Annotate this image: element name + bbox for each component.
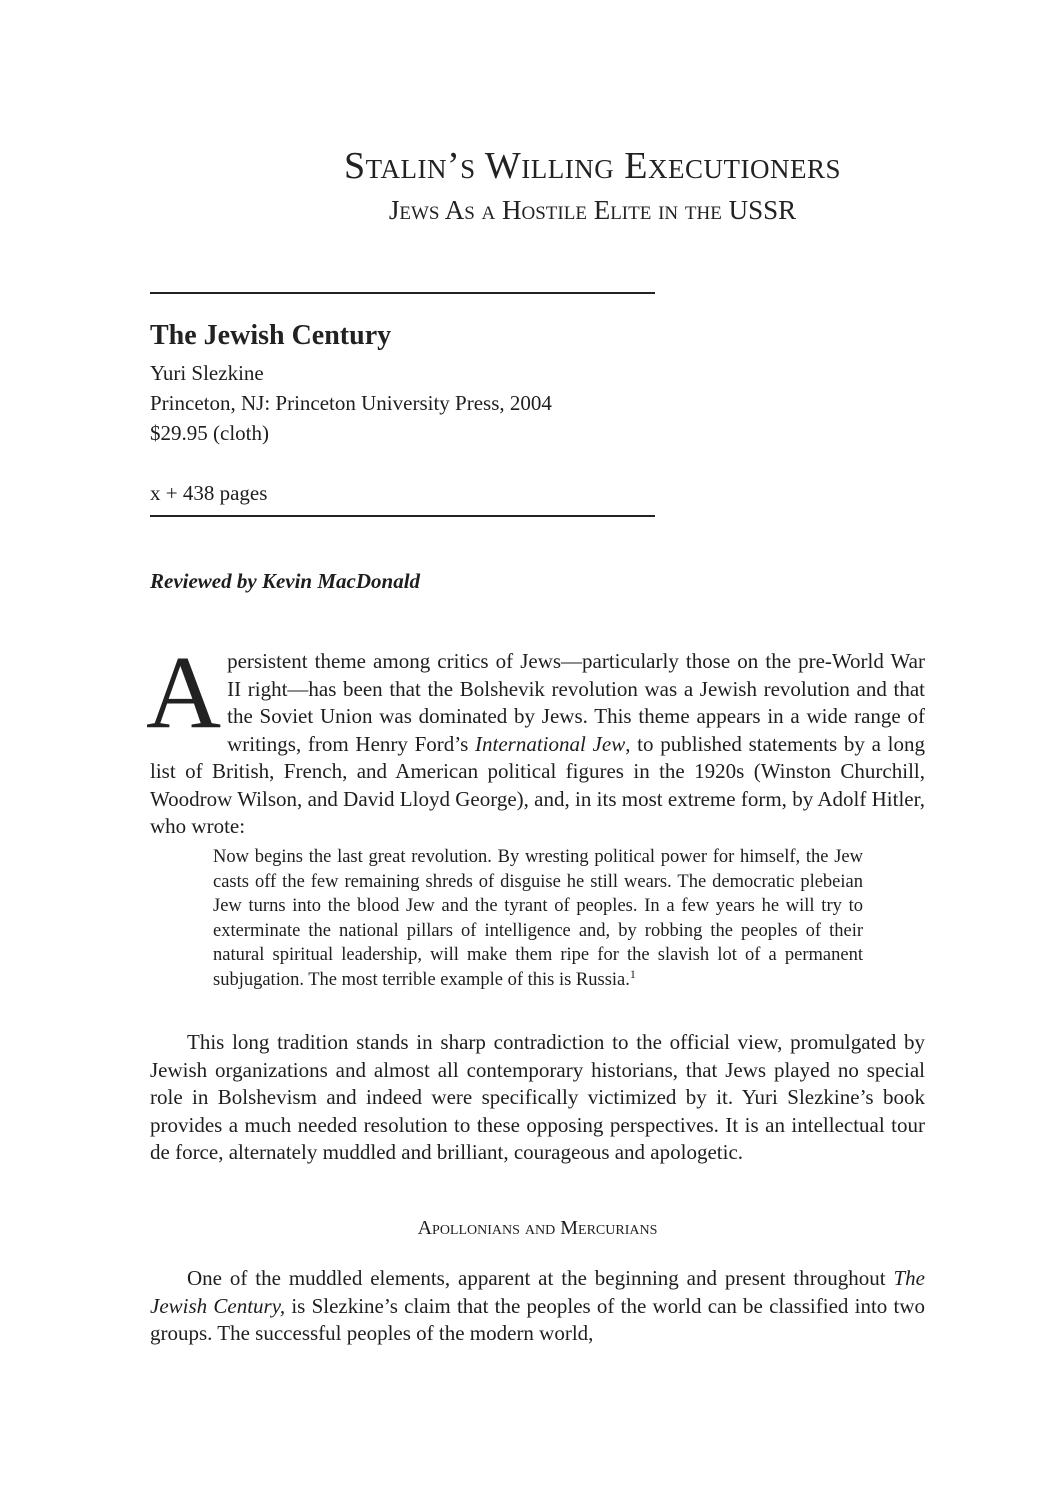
book-info: [150, 318, 670, 508]
paragraph-intro-text-b: , to published statements by a long list of British, French, and American political figures in the 1920s (Winston Churchill, Woodrow Wilson, and David Lloyd George), and, in its most extreme form, by Adolf Hitler, who wrote:: [150, 731, 925, 838]
paragraph-muddled-text-b: is Slezkine’s claim that the peoples of the world can be classified into two groups. The successful peoples of the modern world,: [150, 1293, 925, 1345]
book-title: The Jewish Century: [150, 320, 392, 351]
book-author: Yuri Slezkine: [150, 361, 264, 385]
bottom-divider: [150, 515, 655, 517]
article-title: Stalin’s Willing Executioners: [344, 145, 841, 187]
paragraph-tradition: This long tradition stands in sharp contradiction to the official view, promulgated by Jewish organizations and almost all contemporary historians, that Jews played no special role in Bolshevism and indeed were specifically victimized by it. Yuri Slezkine’s book provides a much needed resolution to these opposing perspectives. It is an intellectual tour de force, alternately muddled and brilliant, courageous and apologetic.: [150, 1030, 925, 1164]
paragraph-intro-italic: International Jew: [475, 731, 626, 756]
paragraph-muddled-italic: The Jewish Century,: [150, 1266, 925, 1318]
paragraph-intro-text-a: persistent theme among critics of Jews—particularly those on the pre-World War II right—has been that the Bolshevik revolution was a Jewish revolution and that the Soviet Union was dominated by Jews. This theme appears in a wide range of writings, from Henry Ford’s: [227, 649, 925, 756]
book-pages: x + 438 pages: [150, 481, 268, 505]
block-quote-text: Now begins the last great revolution. By wresting political power for himself, the Jew casts off the few remaining shreds of disguise he still wears. The democratic plebeian Jew turns into the blood Jew and the tyrant of peoples. In a few years he will try to exterminate the national pillars of intelligence and, by robbing the peoples of their natural spiritual leadership, will make them ripe for the slavish lot of a permanent subjugation. The most terrible example of this is Russia.: [213, 847, 863, 990]
paragraph-muddled-text-a: One of the muddled elements, apparent at the beginning and present throughout: [187, 1266, 894, 1290]
drop-cap: A: [146, 635, 222, 750]
footnote-marker[interactable]: 1: [629, 966, 636, 981]
paragraph-muddled: [150, 1265, 925, 1348]
top-divider: [150, 292, 655, 294]
article-title-block: [150, 140, 925, 228]
reviewer-byline: Reviewed by Kevin MacDonald: [150, 569, 421, 593]
article-subtitle: Jews As a Hostile Elite in the USSR: [388, 195, 797, 225]
paragraph-intro: [146, 635, 925, 841]
book-publisher: Princeton, NJ: Princeton University Press, 2004: [150, 391, 552, 415]
block-quote: [213, 845, 863, 993]
book-price: $29.95 (cloth): [150, 421, 269, 445]
section-heading: Apollonians and Mercurians: [417, 1217, 658, 1239]
